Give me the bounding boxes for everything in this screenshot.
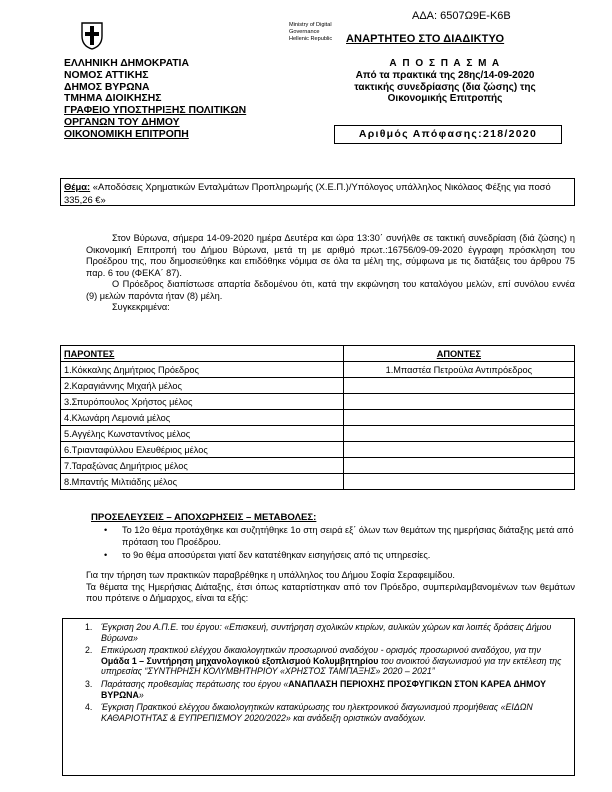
agenda-intro-paragraph: Τα θέματα της Ημερήσιας Διάταξης, έτσι όπως καταρτίστηκαν από τον Πρόεδρο, συμπεριλαμβανομένων των θεμάτων που πρότεινε ο Δήμαρχος, είναι τα εξής:	[86, 581, 575, 603]
table-row	[61, 410, 575, 426]
table-row	[61, 378, 575, 394]
changes-list	[104, 525, 574, 564]
absent-member: 1.Μπαστέα Πετρούλα Αντιπρόεδρος	[343, 362, 574, 378]
present-member: 1.Κόκκαλης Δημήτριος Πρόεδρος	[61, 362, 344, 378]
meeting-paragraph: Στον Βύρωνα, σήμερα 14-09-2020 ημέρα Δευτέρα και ώρα 13:30΄ συνήλθε σε τακτική συνεδρίαση (διά ζώσης) η Οικονομική Επιτροπή του Δήμου Βύρωνα, μετά τη με αριθμό πρωτ.:16756/09-09-2020 έγγραφη πρόσκληση του Προέδρου της, που δημοσιεύθηκε και επιδόθηκε νόμιμα σε όλα τα μέλη της, σύμφωνα με τις διατάξεις του άρθρου 75 παρ. 6 του (ΦΕΚΑ΄ 87).	[86, 233, 575, 278]
table-row	[61, 394, 575, 410]
present-header: ΠΑΡΟΝΤΕΣ	[61, 346, 344, 362]
minutes-keeper-paragraph: Για την τήρηση των πρακτικών παραβρέθηκε η υπάλληλος του Δήμου Σοφία Σεραφειμίδου.	[86, 570, 455, 580]
agenda-item: 1. Έγκριση 2ου Α.Π.Ε. του έργου: «Επισκευή, συντήρηση σχολικών κτιρίων, αυλικών χώρων και λοιπές δράσεις Δήμου Βύρωνα»	[85, 622, 552, 643]
present-member: 6.Τριανταφύλλου Ελευθέριος μέλος	[61, 442, 344, 458]
posted-online-label: ΑΝΑΡΤΗΤΕΟ ΣΤΟ ΔΙΑΔΙΚΤΥΟ	[346, 33, 505, 45]
absent-member	[343, 378, 574, 394]
subject-label: Θέμα:	[64, 181, 91, 192]
absent-member	[343, 410, 574, 426]
agenda-box	[62, 618, 575, 776]
table-row	[61, 362, 575, 378]
agenda-item: 2. Επικύρωση πρακτικού ελέγχου δικαιολογητικών προσωρινού αναδόχου - ορισμός προσωρινού αναδόχου, για την Ομάδα 1 – Συντήρηση μηχανολογικού εξοπλισμού Κολυμβητηρίου του ανοικτού διαγωνισμού για την εκτέλεση της υπηρεσίας “ΣΥΝΤΗΡΗΣΗ ΚΟΛΥΜΒΗΤΗΡΙΟΥ «ΧΡΗΣΤΟΣ ΤΑΜΠΑΞΗΣ» 2020 – 2021”	[85, 645, 562, 677]
agenda-item: 3. Παράτασης προθεσμίας περάτωσης του έργου «ΑΝΑΠΛΑΣΗ ΠΕΡΙΟΧΗΣ ΠΡΟΣΦΥΓΙΚΩΝ ΣΤΟΝ ΚΑΡΕΑ ΔΗΜΟΥ ΒΥΡΩΝΑ»	[85, 678, 546, 700]
absent-member	[343, 442, 574, 458]
absent-member	[343, 458, 574, 474]
subject-text: «Αποδόσεις Χρηματικών Ενταλμάτων Προπληρωμής (Χ.Ε.Π.)/Υπόλογος υπάλληλος Νικόλαος Φέξης για ποσό 335,26 €»	[64, 181, 551, 205]
present-member: 3.Σπυρόπουλος Χρήστος μέλος	[61, 394, 344, 410]
present-member: 7.Ταραξώνας Δημήτριος μέλος	[61, 458, 344, 474]
table-row	[61, 442, 575, 458]
absent-member	[343, 394, 574, 410]
coat-of-arms-logo	[80, 20, 104, 50]
attendance-table	[60, 345, 575, 490]
ministry-label: Ministry of Digital Governance Hellenic Republic	[289, 22, 333, 42]
absent-member	[343, 426, 574, 442]
specifically-label: Συγκεκριμένα:	[112, 302, 170, 312]
table-row	[61, 426, 575, 442]
issuer-block: ΕΛΛΗΝΙΚΗ ΔΗΜΟΚΡΑΤΙΑ ΝΟΜΟΣ ΑΤΤΙΚΗΣ ΔΗΜΟΣ ΒΥΡΩΝΑ ΤΜΗΜΑ ΔΙΟΙΚΗΣΗΣ ΓΡΑΦΕΙΟ ΥΠΟΣΤΗΡΙΞΗΣ ΠΟΛΙΤΙΚΩΝ ΟΡΓΑΝΩΝ ΤΟΥ ΔΗΜΟΥ ΟΙΚΟΝΟΜΙΚΗ ΕΠΙΤΡΟΠΗ	[64, 58, 247, 140]
changes-heading: ΠΡΟΣΕΛΕΥΣΕΙΣ – ΑΠΟΧΩΡΗΣΕΙΣ – ΜΕΤΑΒΟΛΕΣ:	[91, 512, 317, 523]
decision-number-box: Αριθμός Απόφασης:218/2020	[334, 125, 562, 144]
present-member: 2.Καραγιάννης Μιχαήλ μέλος	[61, 378, 344, 394]
present-member: 8.Μπαντής Μιλτιάδης μέλος	[61, 474, 344, 490]
list-item: • το 9ο θέμα αποσύρεται γιατί δεν κατατέθηκαν εισηγήσεις από τις υπηρεσίες.	[104, 550, 574, 562]
subject-box	[60, 178, 575, 206]
extract-header: Α Π Ο Σ Π Α Σ Μ Α Από τα πρακτικά της 28ης/14-09-2020 τακτικής συνεδρίασης (δια ζώσης) της Οικονομικής Επιτροπής	[354, 58, 536, 105]
table-row	[61, 458, 575, 474]
ada-code: ΑΔΑ: 6507Ω9Ε-Κ6Β	[412, 10, 511, 22]
present-member: 4.Κλωνάρη Λεμονιά μέλος	[61, 410, 344, 426]
attendance-header-row	[61, 346, 575, 362]
minutes-block	[86, 570, 575, 605]
absent-member	[343, 474, 574, 490]
list-item: • Το 12ο θέμα προτάχθηκε και συζητήθηκε 1ο στη σειρά εξ΄ όλων των θεμάτων της ημερήσιας διάταξης μετά από πρόταση του Προέδρου.	[104, 525, 574, 548]
table-row	[61, 474, 575, 490]
present-member: 5.Αγγέλης Κωνσταντίνος μέλος	[61, 426, 344, 442]
quorum-paragraph: Ο Πρόεδρος διαπίστωσε απαρτία δεδομένου ότι, κατά την εκφώνηση του καταλόγου μελών, επί συνόλου εννέα (9) μελών παρόντα ήταν (8) μέλη.	[86, 279, 575, 301]
agenda-item: 4. Έγκριση Πρακτικού ελέγχου δικαιολογητικών κατακύρωσης του ηλεκτρονικού διαγωνισμού προμήθειας «ΕΙΔΩΝ ΚΑΘΑΡΙΟΤΗΤΑΣ & ΕΥΠΡΕΠΙΣΜΟΥ 2020/2022» και ανάδειξη οριστικών αναδόχων.	[85, 702, 533, 723]
absent-header: ΑΠΟΝΤΕΣ	[343, 346, 574, 362]
meeting-intro	[86, 233, 575, 314]
